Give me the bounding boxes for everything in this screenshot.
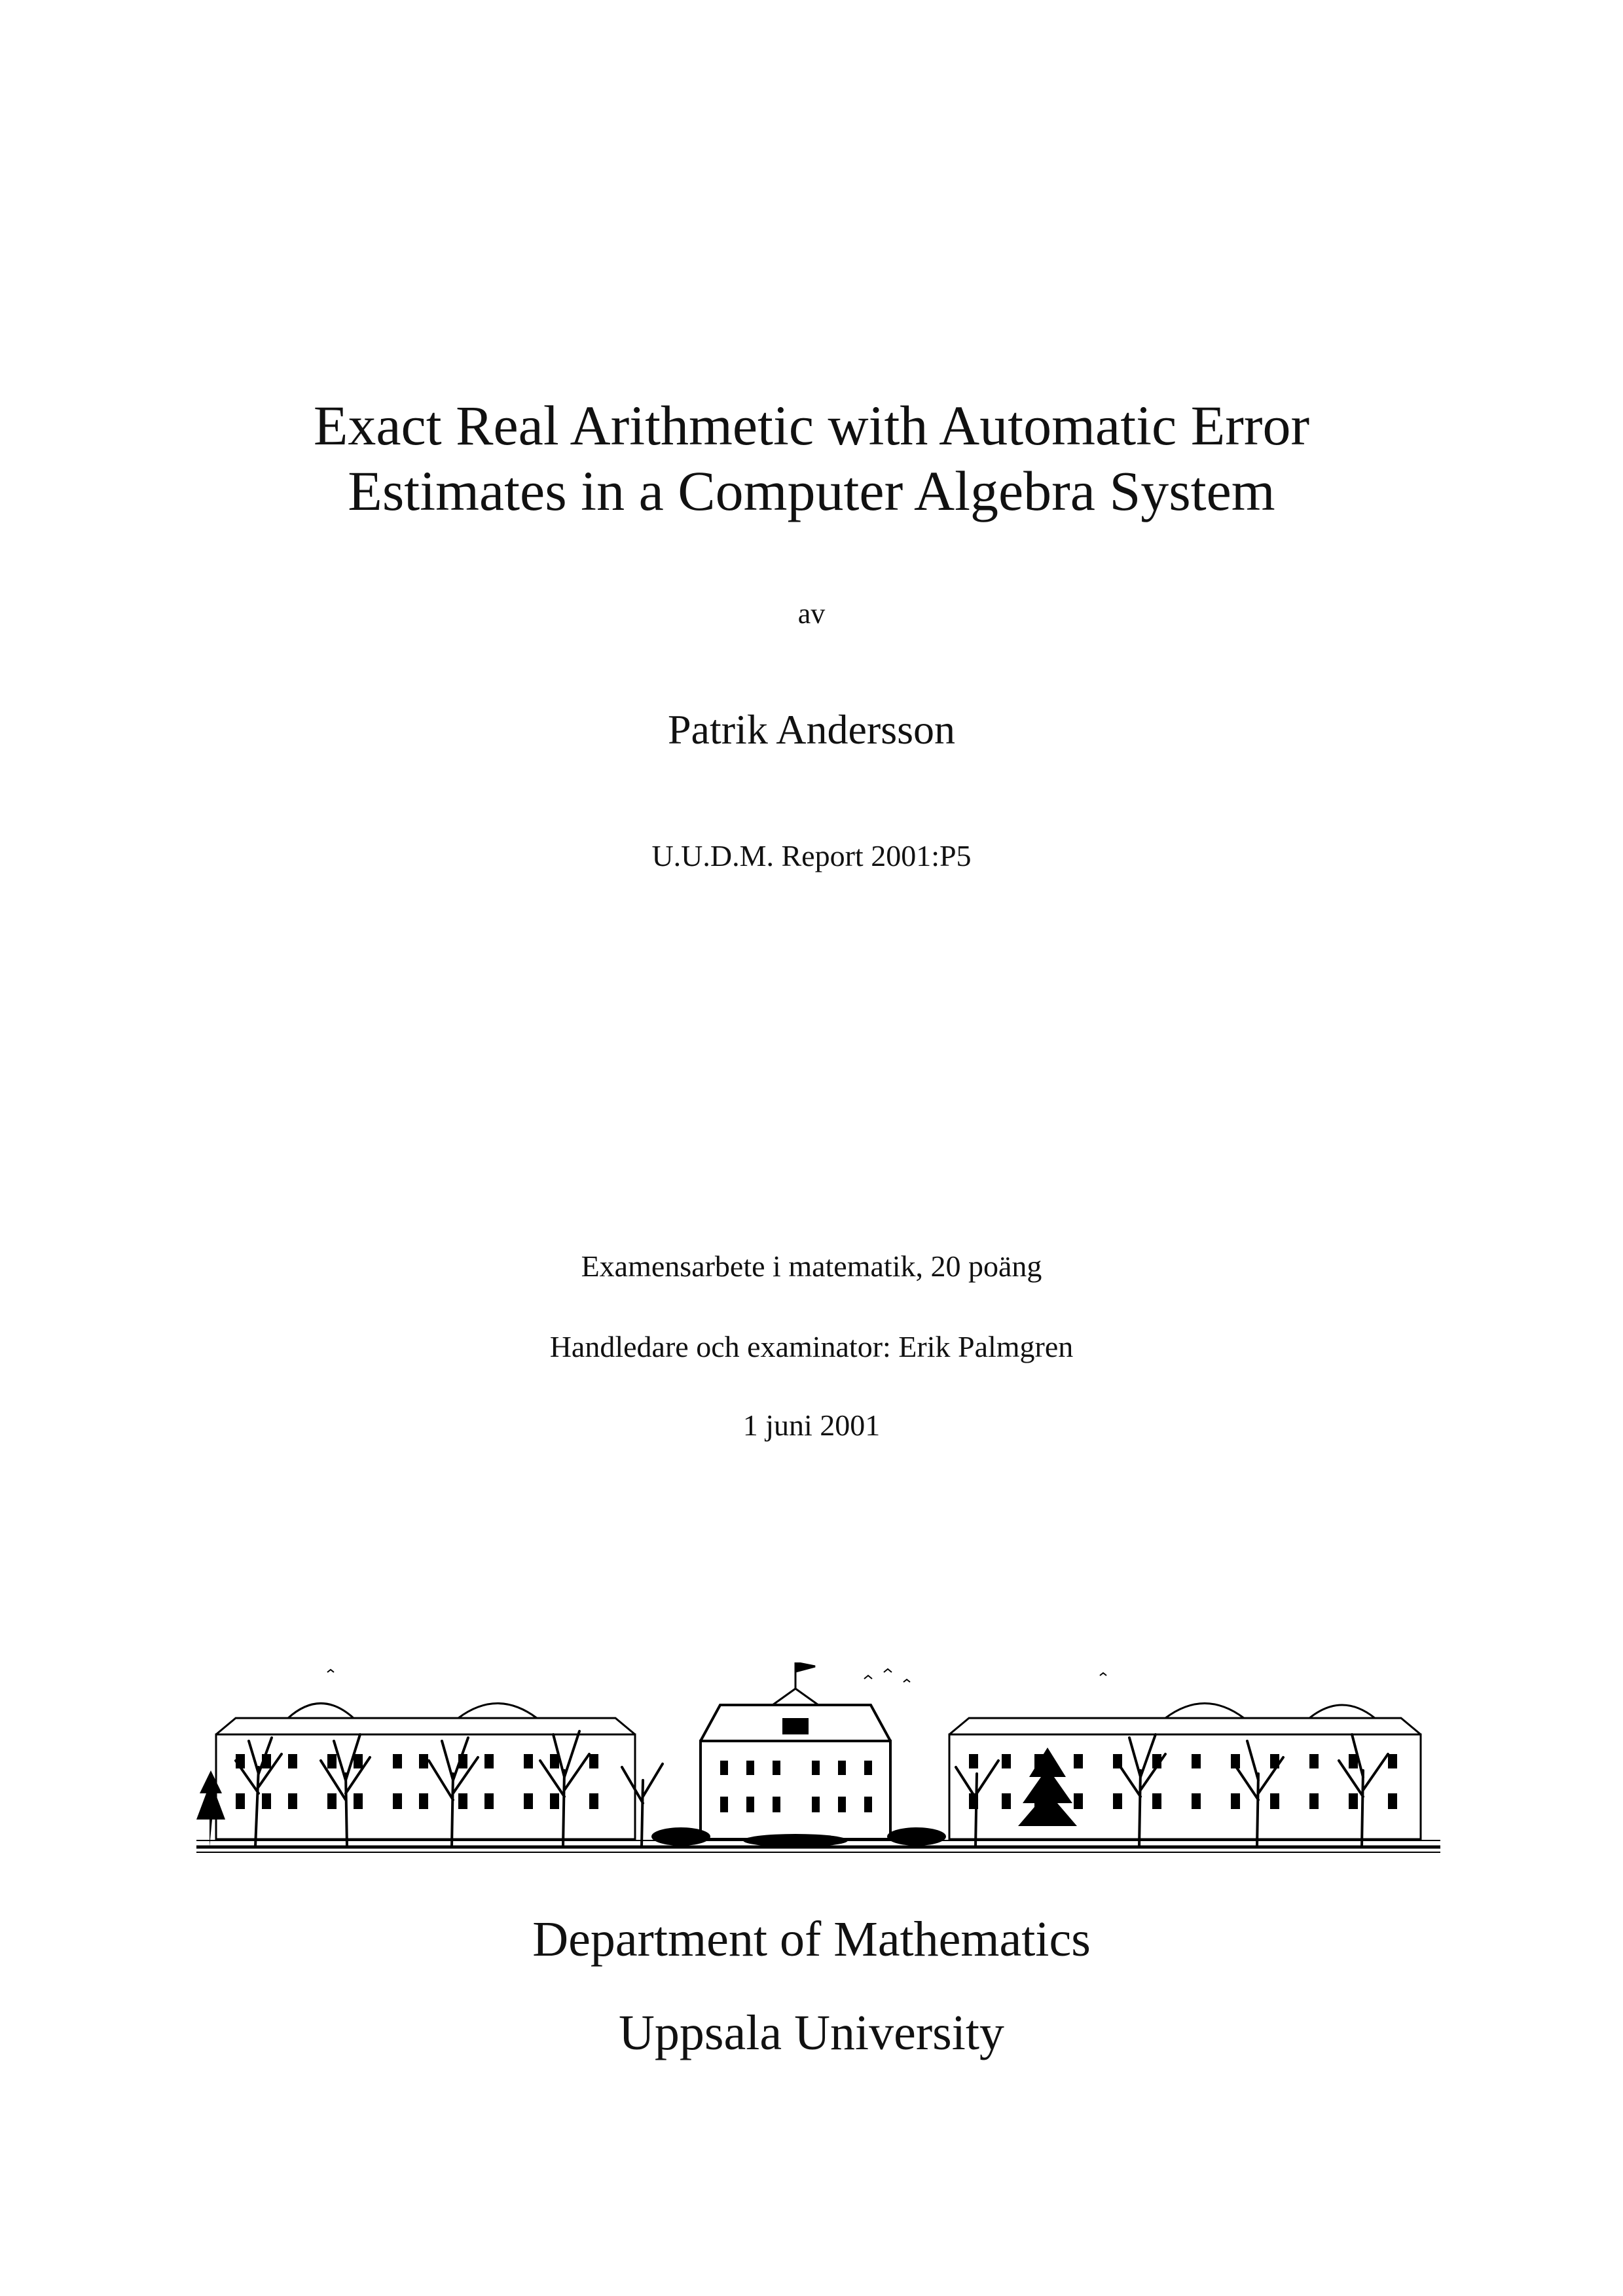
report-number: U.U.D.M. Report 2001:P5 xyxy=(651,839,972,872)
thesis-info: Examensarbete i matematik, 20 poäng xyxy=(581,1249,1042,1283)
supervisor-info: Handledare och examinator: Erik Palmgren xyxy=(549,1330,1074,1363)
university-building-drawing xyxy=(196,1662,1440,1859)
date: 1 juni 2001 xyxy=(742,1408,881,1442)
title-line-1: Exact Real Arithmetic with Automatic Error xyxy=(313,394,1310,457)
university-name: Uppsala University xyxy=(619,2005,1004,2060)
by-word: av xyxy=(797,598,826,630)
title-line-2: Estimates in a Computer Algebra System xyxy=(348,459,1275,522)
author-name: Patrik Andersson xyxy=(667,706,956,753)
department-name: Department of Mathematics xyxy=(532,1912,1091,1967)
